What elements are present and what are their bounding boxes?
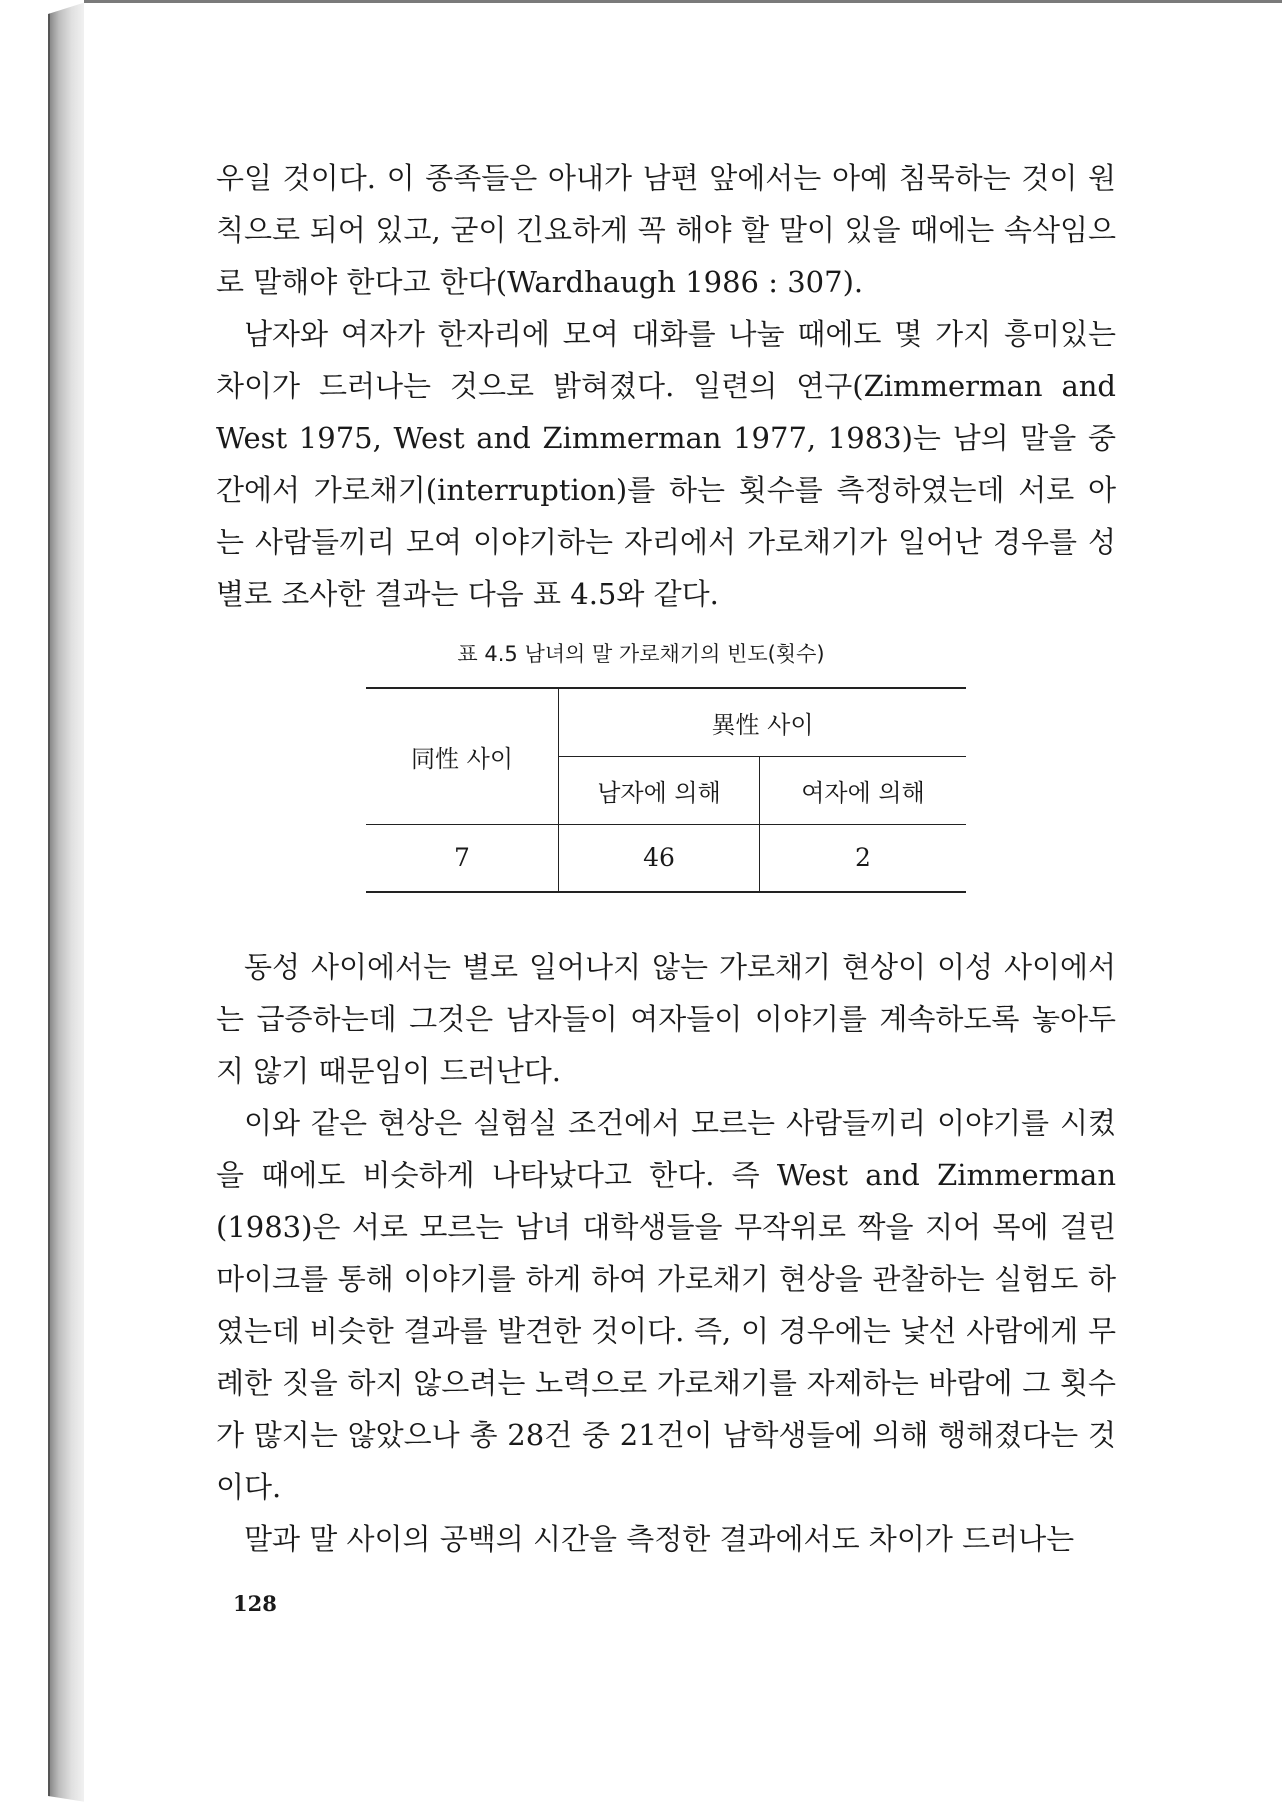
value-same-sex: 7: [366, 824, 559, 892]
bottom-text-block: [216, 941, 1116, 1565]
paragraph-3: 동성 사이에서는 별로 일어나지 않는 가로채기 현상이 이성 사이에서는 급증하는데 그것은 남자들이 여자들이 이야기를 계속하도록 놓아두지 않기 때문임이 드러난다.: [216, 950, 1116, 1088]
paragraph-2: 남자와 여자가 한자리에 모여 대화를 나눌 때에도 몇 가지 흥미있는 차이가 드러나는 것으로 밝혀졌다. 일련의 연구(Zimmerman and West 1975, West and Zimmerman 1977, 1983)는 남의 말을 중간에서 가로채기(interruption)를 하는 횟수를 측정하였는데 서로 아는 사람들끼리 모여 이야기하는 자리에서 가로채기가 일어난 경우를 성별로 조사한 결과는 다음 표 4.5와 같다.: [216, 317, 1116, 611]
paragraph-1: 우일 것이다. 이 종족들은 아내가 남편 앞에서는 아예 침묵하는 것이 원칙으로 되어 있고, 굳이 긴요하게 꼭 해야 할 말이 있을 때에는 속삭임으로 말해야 한다고 한다(Wardhaugh 1986 : 307).: [216, 161, 1116, 299]
book-page-edge: [48, 2, 86, 1802]
header-opposite-sex: 異性 사이: [559, 688, 967, 756]
value-by-men: 46: [559, 824, 760, 892]
page-number: 128: [233, 1591, 277, 1616]
value-by-women: 2: [760, 824, 967, 892]
table-caption: 표 4.5 남녀의 말 가로채기의 빈도(횟수): [457, 642, 825, 666]
header-same-sex: 同性 사이: [366, 688, 559, 824]
paragraph-5: 말과 말 사이의 공백의 시간을 측정한 결과에서도 차이가 드러나는: [244, 1522, 1075, 1556]
top-text-block: [216, 152, 1116, 620]
paragraph-4: 이와 같은 현상은 실험실 조건에서 모르는 사람들끼리 이야기를 시켰을 때에도 비슷하게 나타났다고 한다. 즉 West and Zimmerman (1983)은 서로 모르는 남녀 대학생들을 무작위로 짝을 지어 목에 걸린 마이크를 통해 이야기를 하게 하여 가로채기 현상을 관찰하는 실험도 하였는데 비슷한 결과를 발견한 것이다. 즉, 이 경우에는 낯선 사람에게 무례한 짓을 하지 않으려는 노력으로 가로채기를 자제하는 바람에 그 횟수가 많지는 않았으나 총 28건 중 21건이 남학생들에 의해 행해졌다는 것이다.: [216, 1106, 1116, 1504]
subheader-by-men: 남자에 의해: [559, 756, 760, 824]
subheader-by-women: 여자에 의해: [760, 756, 967, 824]
interruption-frequency-table: [366, 687, 966, 893]
